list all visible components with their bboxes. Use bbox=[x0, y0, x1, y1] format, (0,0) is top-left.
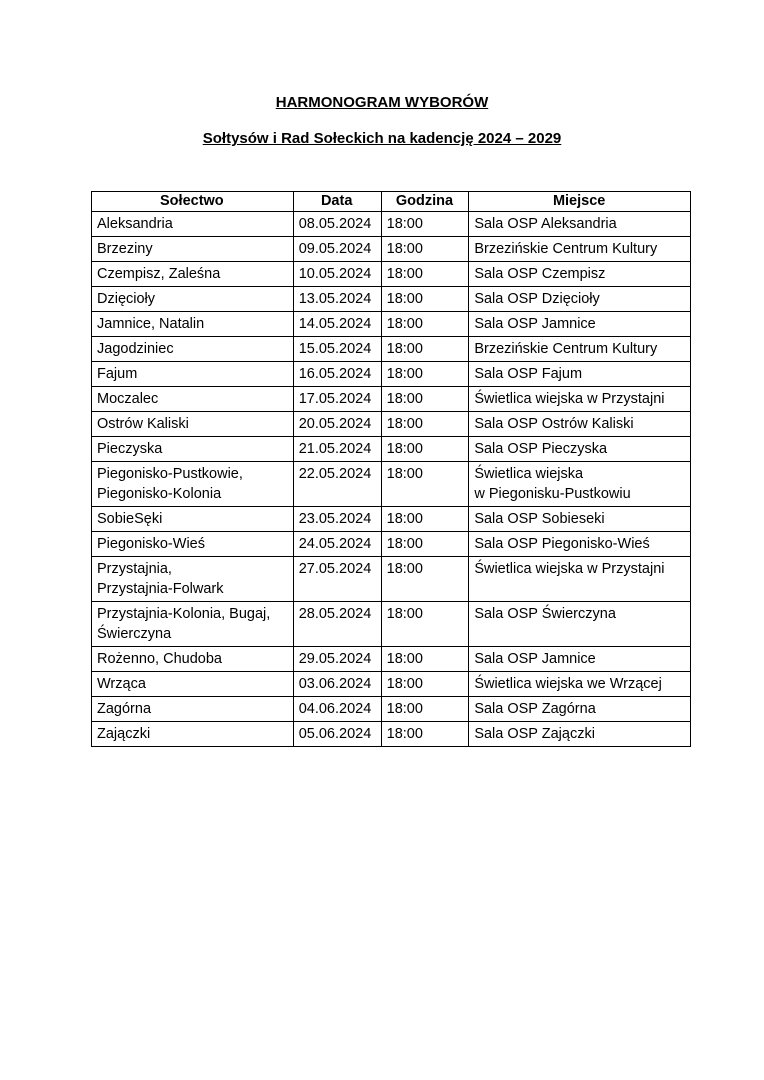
cell-solectwo bbox=[92, 462, 294, 507]
cell-godzina: 18:00 bbox=[381, 532, 469, 557]
cell-data: 13.05.2024 bbox=[293, 287, 381, 312]
cell-solectwo bbox=[92, 287, 294, 312]
table-row bbox=[92, 697, 691, 722]
cell-godzina: 18:00 bbox=[381, 262, 469, 287]
cell-solectwo-line: Zajączki bbox=[97, 726, 151, 742]
cell-solectwo bbox=[92, 507, 294, 532]
cell-data: 21.05.2024 bbox=[293, 437, 381, 462]
cell-miejsce bbox=[469, 697, 691, 722]
table-row bbox=[92, 237, 691, 262]
cell-godzina: 18:00 bbox=[381, 722, 469, 747]
cell-miejsce-line: Sala OSP Zagórna bbox=[474, 701, 596, 717]
cell-data: 10.05.2024 bbox=[293, 262, 381, 287]
cell-miejsce bbox=[469, 437, 691, 462]
table-body bbox=[92, 212, 691, 747]
table-row bbox=[92, 722, 691, 747]
header-data: Data bbox=[293, 192, 381, 212]
cell-miejsce-line: Sala OSP Pieczyska bbox=[474, 441, 608, 457]
table-row bbox=[92, 212, 691, 237]
cell-miejsce bbox=[469, 507, 691, 532]
cell-solectwo-line: Wrząca bbox=[97, 676, 146, 692]
cell-miejsce-line: Świetlica wiejska bbox=[474, 466, 584, 482]
cell-godzina: 18:00 bbox=[381, 697, 469, 722]
cell-solectwo bbox=[92, 532, 294, 557]
cell-solectwo-line: Pieczyska bbox=[97, 441, 163, 457]
cell-data: 16.05.2024 bbox=[293, 362, 381, 387]
table-row bbox=[92, 412, 691, 437]
cell-data: 04.06.2024 bbox=[293, 697, 381, 722]
table-row bbox=[92, 337, 691, 362]
cell-godzina: 18:00 bbox=[381, 287, 469, 312]
cell-godzina: 18:00 bbox=[381, 672, 469, 697]
cell-miejsce-line: Brzezińskie Centrum Kultury bbox=[474, 341, 658, 357]
cell-miejsce bbox=[469, 722, 691, 747]
cell-solectwo bbox=[92, 412, 294, 437]
cell-solectwo bbox=[92, 362, 294, 387]
cell-miejsce-line: Sala OSP Dzięcioły bbox=[474, 291, 600, 307]
table-row bbox=[92, 437, 691, 462]
cell-solectwo bbox=[92, 337, 294, 362]
cell-solectwo-line: Dzięcioły bbox=[97, 291, 156, 307]
cell-miejsce bbox=[469, 532, 691, 557]
cell-miejsce-line: Sala OSP Jamnice bbox=[474, 651, 596, 667]
cell-solectwo-line: Przystajnia, bbox=[97, 561, 172, 577]
document-title: HARMONOGRAM WYBORÓW bbox=[275, 94, 489, 111]
cell-solectwo bbox=[92, 312, 294, 337]
table-row bbox=[92, 602, 691, 647]
cell-godzina: 18:00 bbox=[381, 412, 469, 437]
cell-miejsce-line: w Piegonisku-Pustkowiu bbox=[474, 486, 631, 502]
cell-miejsce bbox=[469, 557, 691, 602]
cell-solectwo bbox=[92, 237, 294, 262]
cell-solectwo-line: Fajum bbox=[97, 366, 138, 382]
cell-solectwo bbox=[92, 387, 294, 412]
cell-solectwo-line: Piegonisko-Pustkowie, bbox=[97, 466, 243, 482]
cell-miejsce bbox=[469, 647, 691, 672]
cell-solectwo bbox=[92, 557, 294, 602]
document-subtitle: Sołtysów i Rad Sołeckich na kadencję 2024 – 2029 bbox=[202, 130, 562, 147]
table-row bbox=[92, 532, 691, 557]
cell-data: 03.06.2024 bbox=[293, 672, 381, 697]
cell-solectwo-line: Brzeziny bbox=[97, 241, 153, 257]
header-miejsce: Miejsce bbox=[469, 192, 691, 212]
cell-data: 23.05.2024 bbox=[293, 507, 381, 532]
table-row bbox=[92, 672, 691, 697]
cell-solectwo bbox=[92, 722, 294, 747]
cell-godzina: 18:00 bbox=[381, 647, 469, 672]
cell-data: 17.05.2024 bbox=[293, 387, 381, 412]
cell-solectwo bbox=[92, 672, 294, 697]
cell-data: 08.05.2024 bbox=[293, 212, 381, 237]
cell-godzina: 18:00 bbox=[381, 337, 469, 362]
cell-godzina: 18:00 bbox=[381, 387, 469, 412]
table-row bbox=[92, 647, 691, 672]
cell-data: 05.06.2024 bbox=[293, 722, 381, 747]
cell-solectwo-line: Przystajnia-Kolonia, Bugaj, bbox=[97, 606, 271, 622]
cell-miejsce-line: Sala OSP Fajum bbox=[474, 366, 583, 382]
cell-solectwo-line: SobieSęki bbox=[97, 511, 163, 527]
cell-godzina: 18:00 bbox=[381, 212, 469, 237]
cell-data: 27.05.2024 bbox=[293, 557, 381, 602]
table-row bbox=[92, 557, 691, 602]
cell-godzina: 18:00 bbox=[381, 437, 469, 462]
cell-miejsce-line: Sala OSP Piegonisko-Wieś bbox=[474, 536, 650, 552]
cell-solectwo bbox=[92, 437, 294, 462]
table-row bbox=[92, 507, 691, 532]
cell-solectwo-line: Świerczyna bbox=[97, 626, 172, 642]
cell-godzina: 18:00 bbox=[381, 557, 469, 602]
cell-miejsce bbox=[469, 237, 691, 262]
table-row bbox=[92, 387, 691, 412]
cell-solectwo-line: Jamnice, Natalin bbox=[97, 316, 205, 332]
cell-solectwo-line: Piegonisko-Kolonia bbox=[97, 486, 222, 502]
header-solectwo: Sołectwo bbox=[92, 192, 294, 212]
cell-miejsce-line: Sala OSP Ostrów Kaliski bbox=[474, 416, 634, 432]
cell-godzina: 18:00 bbox=[381, 312, 469, 337]
cell-miejsce-line: Sala OSP Zajączki bbox=[474, 726, 595, 742]
cell-data: 09.05.2024 bbox=[293, 237, 381, 262]
cell-miejsce bbox=[469, 212, 691, 237]
cell-godzina: 18:00 bbox=[381, 362, 469, 387]
cell-solectwo-line: Piegonisko-Wieś bbox=[97, 536, 205, 552]
cell-miejsce-line: Świetlica wiejska we Wrzącej bbox=[474, 676, 662, 692]
cell-miejsce-line: Sala OSP Aleksandria bbox=[474, 216, 617, 232]
cell-data: 22.05.2024 bbox=[293, 462, 381, 507]
cell-solectwo-line: Rożenno, Chudoba bbox=[97, 651, 222, 667]
cell-miejsce bbox=[469, 387, 691, 412]
cell-miejsce bbox=[469, 412, 691, 437]
cell-solectwo-line: Czempisz, Zaleśna bbox=[97, 266, 221, 282]
cell-godzina: 18:00 bbox=[381, 237, 469, 262]
cell-miejsce bbox=[469, 287, 691, 312]
cell-miejsce-line: Sala OSP Świerczyna bbox=[474, 606, 616, 622]
table-row bbox=[92, 287, 691, 312]
cell-solectwo bbox=[92, 602, 294, 647]
cell-miejsce-line: Świetlica wiejska w Przystajni bbox=[474, 391, 665, 407]
cell-data: 28.05.2024 bbox=[293, 602, 381, 647]
cell-solectwo-line: Moczalec bbox=[97, 391, 159, 407]
cell-miejsce bbox=[469, 312, 691, 337]
header-godzina: Godzina bbox=[381, 192, 469, 212]
cell-data: 15.05.2024 bbox=[293, 337, 381, 362]
cell-solectwo-line: Jagodziniec bbox=[97, 341, 174, 357]
cell-miejsce bbox=[469, 602, 691, 647]
table-row bbox=[92, 362, 691, 387]
schedule-table bbox=[91, 191, 691, 747]
cell-data: 24.05.2024 bbox=[293, 532, 381, 557]
cell-miejsce bbox=[469, 462, 691, 507]
cell-data: 14.05.2024 bbox=[293, 312, 381, 337]
cell-data: 29.05.2024 bbox=[293, 647, 381, 672]
cell-miejsce-line: Sala OSP Czempisz bbox=[474, 266, 606, 282]
table-row bbox=[92, 312, 691, 337]
cell-solectwo bbox=[92, 697, 294, 722]
cell-miejsce bbox=[469, 337, 691, 362]
cell-miejsce-line: Sala OSP Jamnice bbox=[474, 316, 596, 332]
table-row bbox=[92, 462, 691, 507]
cell-miejsce bbox=[469, 362, 691, 387]
cell-solectwo bbox=[92, 212, 294, 237]
cell-godzina: 18:00 bbox=[381, 602, 469, 647]
cell-solectwo bbox=[92, 262, 294, 287]
table-row bbox=[92, 262, 691, 287]
cell-miejsce-line: Brzezińskie Centrum Kultury bbox=[474, 241, 658, 257]
cell-solectwo-line: Ostrów Kaliski bbox=[97, 416, 189, 432]
cell-miejsce bbox=[469, 672, 691, 697]
cell-godzina: 18:00 bbox=[381, 507, 469, 532]
cell-solectwo bbox=[92, 647, 294, 672]
cell-solectwo-line: Aleksandria bbox=[97, 216, 173, 232]
cell-miejsce-line: Sala OSP Sobieseki bbox=[474, 511, 605, 527]
cell-miejsce-line: Świetlica wiejska w Przystajni bbox=[474, 561, 665, 577]
cell-godzina: 18:00 bbox=[381, 462, 469, 507]
cell-data: 20.05.2024 bbox=[293, 412, 381, 437]
table-header-row bbox=[92, 192, 691, 212]
cell-miejsce bbox=[469, 262, 691, 287]
cell-solectwo-line: Przystajnia-Folwark bbox=[97, 581, 224, 597]
cell-solectwo-line: Zagórna bbox=[97, 701, 152, 717]
